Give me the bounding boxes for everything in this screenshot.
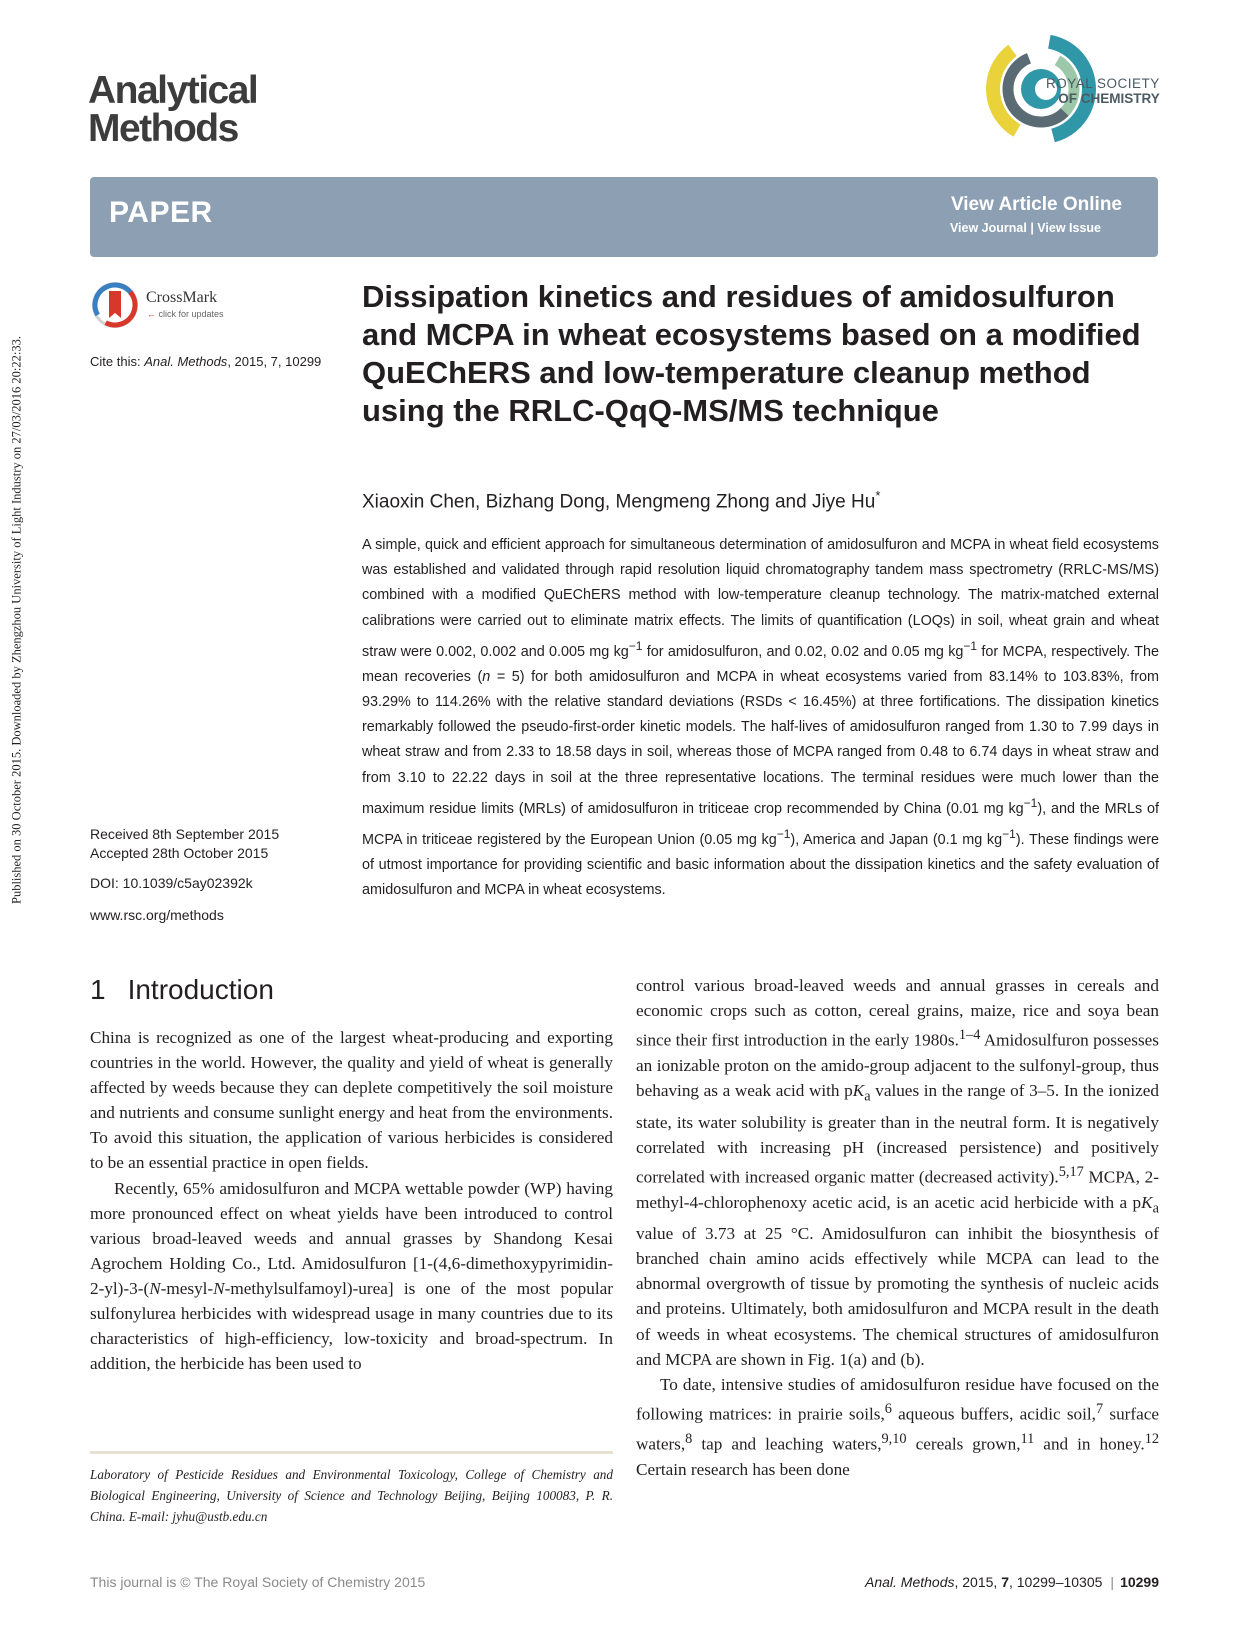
copyright-footer: This journal is © The Royal Society of Chemistry 2015 bbox=[90, 1574, 426, 1590]
reference-link[interactable]: 9,10 bbox=[881, 1430, 907, 1447]
paragraph: control various broad-leaved weeds and annual grasses in cereals and economic crops such as cotton, cereal grains, maize, rice and soya bean since their first introduction in the early 1980s.$^{1-4}$ Amidosulfuron possesses an ionizable proton on the amido-group adjacent to the sulfonyl-group, thus behaving as a weak acid with $pK_a$ values in the range of 3–5. In the ionized state, its water solubility is greater than in the neutral form. It is negatively correlated with increasing pH (increased persistence) and positively correlated with increased organic matter (decreased activity).$^{5,17}$ MCPA, 2-methyl-4-chlorophenoxy acetic acid, is an acetic acid herbicide with a $pK_a$ value of 3.73 at 25 °C. Amidosulfuron can inhibit the biosynthesis of branched chain amino acids effectively while MCPA can lead to the abnormal overgrowth of tissue by promoting the synthesis of nucleic acids and proteins. Ultimately, both amidosulfuron and MCPA result in the death of weeds in wheat ecosystems. The chemical structures of amidosulfuron and MCPA are shown in Fig. 1(a) and (b). bbox=[636, 976, 1159, 1369]
reference-link[interactable]: 11 bbox=[1020, 1430, 1035, 1447]
reference-link[interactable]: 1–4 bbox=[958, 1027, 981, 1044]
arrow-left-icon: ← bbox=[147, 309, 156, 319]
article-title: Dissipation kinetics and residues of amidosulfuron and MCPA in wheat ecosystems based on a modified QuEChERS and low-temperature cleanup method using the RRLC-QqQ-MS/MS technique bbox=[362, 279, 1141, 428]
link-divider: | bbox=[1030, 221, 1034, 235]
download-notice: Published on 30 October 2015. Downloaded by Zhengzhou University of Light Industry on 27/03/2016 20:22:33. bbox=[9, 336, 24, 904]
accepted-date: Accepted 28th October 2015 bbox=[90, 845, 269, 861]
reference-link[interactable]: 6 bbox=[884, 1400, 892, 1417]
view-issue-link[interactable]: View Issue bbox=[1037, 221, 1101, 235]
crossmark-icon bbox=[90, 280, 140, 330]
view-article-online-link[interactable]: View Article Online bbox=[950, 194, 1122, 215]
footnote-divider bbox=[90, 1451, 613, 1454]
reference-link[interactable]: 12 bbox=[1144, 1430, 1160, 1447]
corresponding-author-mark[interactable]: * bbox=[875, 488, 881, 503]
rsc-logo-text: ROYAL SOCIETY OF CHEMISTRY bbox=[1046, 76, 1160, 106]
author-list: Xiaoxin Chen, Bizhang Dong, Mengmeng Zhong and Jiye Hu* bbox=[362, 488, 881, 513]
page-number: 10299 bbox=[1120, 1574, 1159, 1590]
affiliation-footnote: Laboratory of Pesticide Residues and Environmental Toxicology, College of Chemistry and Biological Engineering, University of Science and Technology Beijing, Beijing 100083, P. R. China. E-mail: jyhu@ustb.edu.cn bbox=[90, 1467, 613, 1524]
paragraph: China is recognized as one of the largest wheat-producing and exporting countries in the world. However, the quality and yield of wheat is generally affected by weeds because they can deplete competitively the soil moisture and nutrients and consume sunlight energy and heat from the environments. To avoid this situation, the application of various herbicides is considered to be an essential practice in open fields. bbox=[90, 1028, 613, 1173]
crossmark-sublabel: ← click for updates bbox=[147, 309, 224, 319]
article-type-label: PAPER bbox=[109, 196, 213, 229]
journal-logo-line1: Analytical bbox=[88, 69, 258, 112]
view-journal-link[interactable]: View Journal bbox=[949, 221, 1027, 235]
journal-url-link[interactable]: www.rsc.org/methods bbox=[90, 907, 224, 923]
doi[interactable]: DOI: 10.1039/c5ay02392k bbox=[90, 875, 253, 891]
journal-logo[interactable] bbox=[88, 69, 258, 150]
paragraph: To date, intensive studies of amidosulfuron residue have focused on the following matrices: in prairie soils,$^6$ aqueous buffers, acidic soil,$^7$ surface waters,$^8$ tap and leaching waters,$^{9,10}$ cereals grown,$^{11}$ and in honey.$^{12}$ Certain research has been done bbox=[636, 1374, 1160, 1479]
article-banner bbox=[90, 177, 1158, 257]
journal-issue-links bbox=[950, 221, 1101, 235]
reference-link[interactable]: 7 bbox=[1095, 1400, 1104, 1417]
body-column-right bbox=[636, 973, 1159, 1482]
crossmark-label: CrossMark bbox=[146, 289, 218, 306]
journal-logo-line2: Methods bbox=[88, 107, 238, 150]
paragraph: Recently, 65% amidosulfuron and MCPA wettable powder (WP) having more pronounced effect on wheat yields have been introduced to control various broad-leaved weeds and annual grasses by Shandong Kesai Agrochem Holding Co., Ltd. Amidosulfuron [1-(4,6-dimethoxypyrimidin-2-yl)-3-(N-mesyl-N-methylsulfamoyl)-urea] is one of the most popular sulfonylurea herbicides with widespread usage in many countries due to its characteristics of high-efficiency, low-toxicity and broad-spectrum. In addition, the herbicide has been used to bbox=[90, 1178, 613, 1374]
reference-link[interactable]: 5,17 bbox=[1058, 1163, 1084, 1180]
received-date: Received 8th September 2015 bbox=[90, 826, 280, 842]
section-heading: 1 Introduction bbox=[90, 974, 274, 1005]
citation: Cite this: Anal. Methods, 2015, 7, 10299 bbox=[90, 354, 322, 369]
body-column-left bbox=[90, 1025, 613, 1376]
abstract: A simple, quick and efficient approach for simultaneous determination of amidosulfuron and MCPA in wheat field ecosystems was established and validated through rapid resolution liquid chromatography tandem mass spectrometry (RRLC-MS/MS) combined with a modified QuEChERS method with low-temperature cleanup technology. The matrix-matched external calibrations were carried out to eliminate matrix effects. The limits of quantification (LOQs) in soil, wheat grain and wheat straw were 0.002, 0.002 and 0.005 mg $kg^{-1}$ for amidosulfuron, and 0.02, 0.02 and 0.05 mg $kg^{-1}$ for MCPA, respectively. The mean recoveries (n = 5) for both amidosulfuron and MCPA in wheat ecosystems varied from 83.14% to 103.83%, from 93.29% to 114.26% with the relative standard deviations (RSDs < 16.45%) at three fortifications. The dissipation kinetics remarkably followed the pseudo-first-order kinetic models. The half-lives of amidosulfuron ranged from 1.30 to 7.99 days in wheat straw and from 2.33 to 18.58 days in soil, whereas those of MCPA ranged from 0.48 to 6.74 days in wheat straw and from 3.10 to 22.22 days in soil at the three representative locations. The terminal residues were much lower than the maximum residue limits (MRLs) of amidosulfuron in triticeae crop recommended by China (0.01 mg $kg^{-1}$), and the MRLs of MCPA in triticeae registered by the European Union (0.05 mg $kg^{-1}$), America and Japan (0.1 mg $kg^{-1}$). These findings were of utmost importance for providing scientific and basic information about the dissipation kinetics and the safety evaluation of amidosulfuron and MCPA in wheat ecosystems. bbox=[362, 537, 1159, 899]
reference-link[interactable]: 8 bbox=[685, 1430, 693, 1447]
page-footer: Anal. Methods, 2015, 7, 10299–10305 | 10299 bbox=[864, 1574, 1159, 1590]
crossmark-badge[interactable] bbox=[90, 280, 250, 330]
